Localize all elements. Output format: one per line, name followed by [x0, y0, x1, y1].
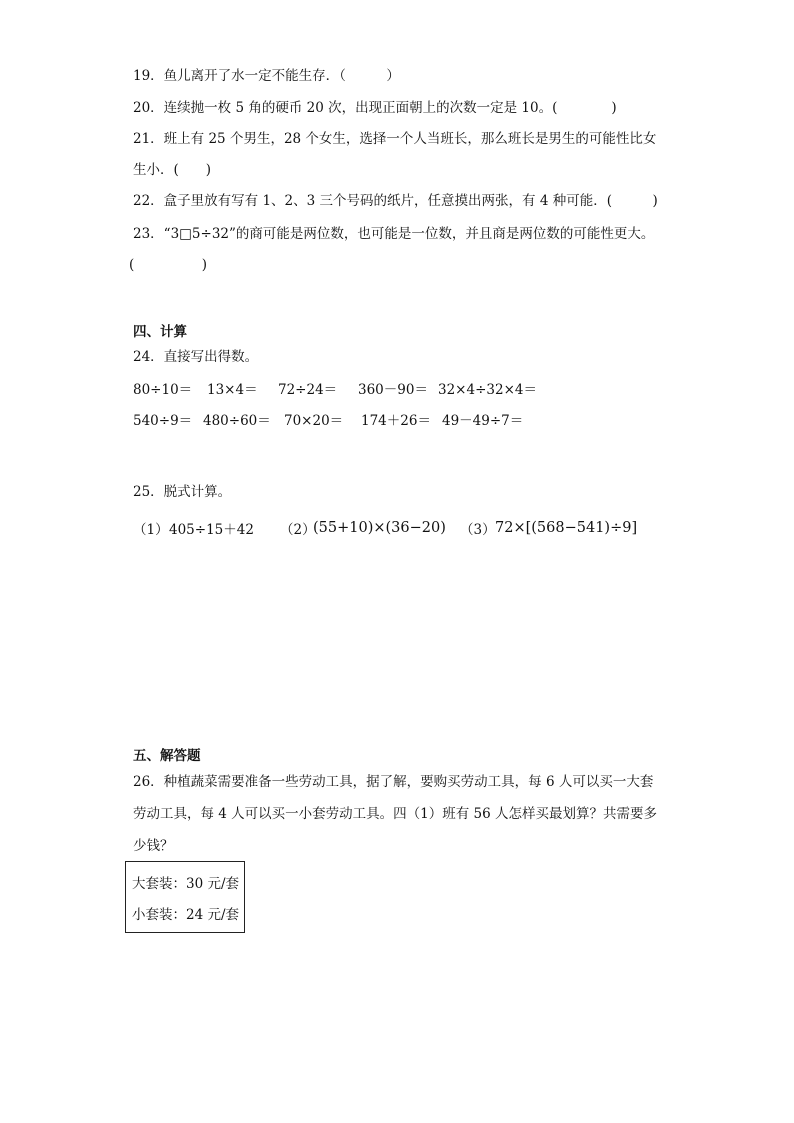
- step-calc-label: （2）: [280, 522, 316, 538]
- question-23-line1: 23．“3□5÷32”的商可能是两位数，也可能是一位数，并且商是两位数的可能性更大。: [133, 226, 655, 242]
- step-calc-expr: (55+10)×(36−20): [313, 520, 446, 536]
- oral-calc-item: 360－90＝: [358, 382, 428, 398]
- oral-calc-item: 49－49÷7＝: [442, 413, 524, 429]
- step-calc-label: （1）: [133, 522, 169, 538]
- question-26-line1: 26．种植蔬菜需要准备一些劳动工具，据了解，要购买劳动工具，每 6 人可以买一大套: [133, 774, 654, 790]
- step-calc-expr: 405÷15＋42: [169, 522, 254, 538]
- question-26-line3: 少钱？: [133, 838, 174, 854]
- question-19: 19．鱼儿离开了水一定不能生存．（ ）: [133, 68, 400, 84]
- question-26-line2: 劳动工具，每 4 人可以买一小套劳动工具。四（1）班有 56 人怎样买最划算？共需要多: [133, 806, 658, 822]
- question-21-line1: 21．班上有 25 个男生，28 个女生，选择一个人当班长，那么班长是男生的可能性比女: [133, 131, 657, 147]
- question-24: 24．直接写出得数。: [133, 349, 259, 365]
- question-22: 22．盒子里放有写有 1、2、3 三个号码的纸片，任意摸出两张，有 4 种可能．( ): [133, 193, 658, 209]
- oral-calc-item: 480÷60＝: [203, 413, 271, 429]
- oral-calc-item: 540÷9＝: [133, 413, 193, 429]
- question-23-answer-blank: ( ): [129, 257, 208, 273]
- oral-calc-item: 80÷10＝: [133, 382, 193, 398]
- question-21-line2: 生小．( ): [133, 162, 212, 178]
- oral-calc-item: 32×4÷32×4＝: [438, 382, 537, 398]
- oral-calc-item: 13×4＝: [207, 382, 258, 398]
- price-table: [125, 861, 245, 933]
- price-small-set: 小套装：24 元/套: [132, 907, 240, 923]
- oral-calc-item: 72÷24＝: [278, 382, 338, 398]
- step-calc-label: （3）: [460, 522, 496, 538]
- question-20: 20．连续抛一枚 5 角的硬币 20 次，出现正面朝上的次数一定是 10。( ): [133, 100, 617, 116]
- price-large-set: 大套装：30 元/套: [132, 876, 240, 892]
- section-4-title: 四、计算: [133, 324, 187, 340]
- oral-calc-item: 70×20＝: [284, 413, 344, 429]
- oral-calc-item: 174＋26＝: [361, 413, 431, 429]
- question-25: 25．脱式计算。: [133, 484, 232, 500]
- step-calc-expr: 72×[(568−541)÷9]: [495, 520, 638, 536]
- section-5-title: 五、解答题: [133, 748, 201, 764]
